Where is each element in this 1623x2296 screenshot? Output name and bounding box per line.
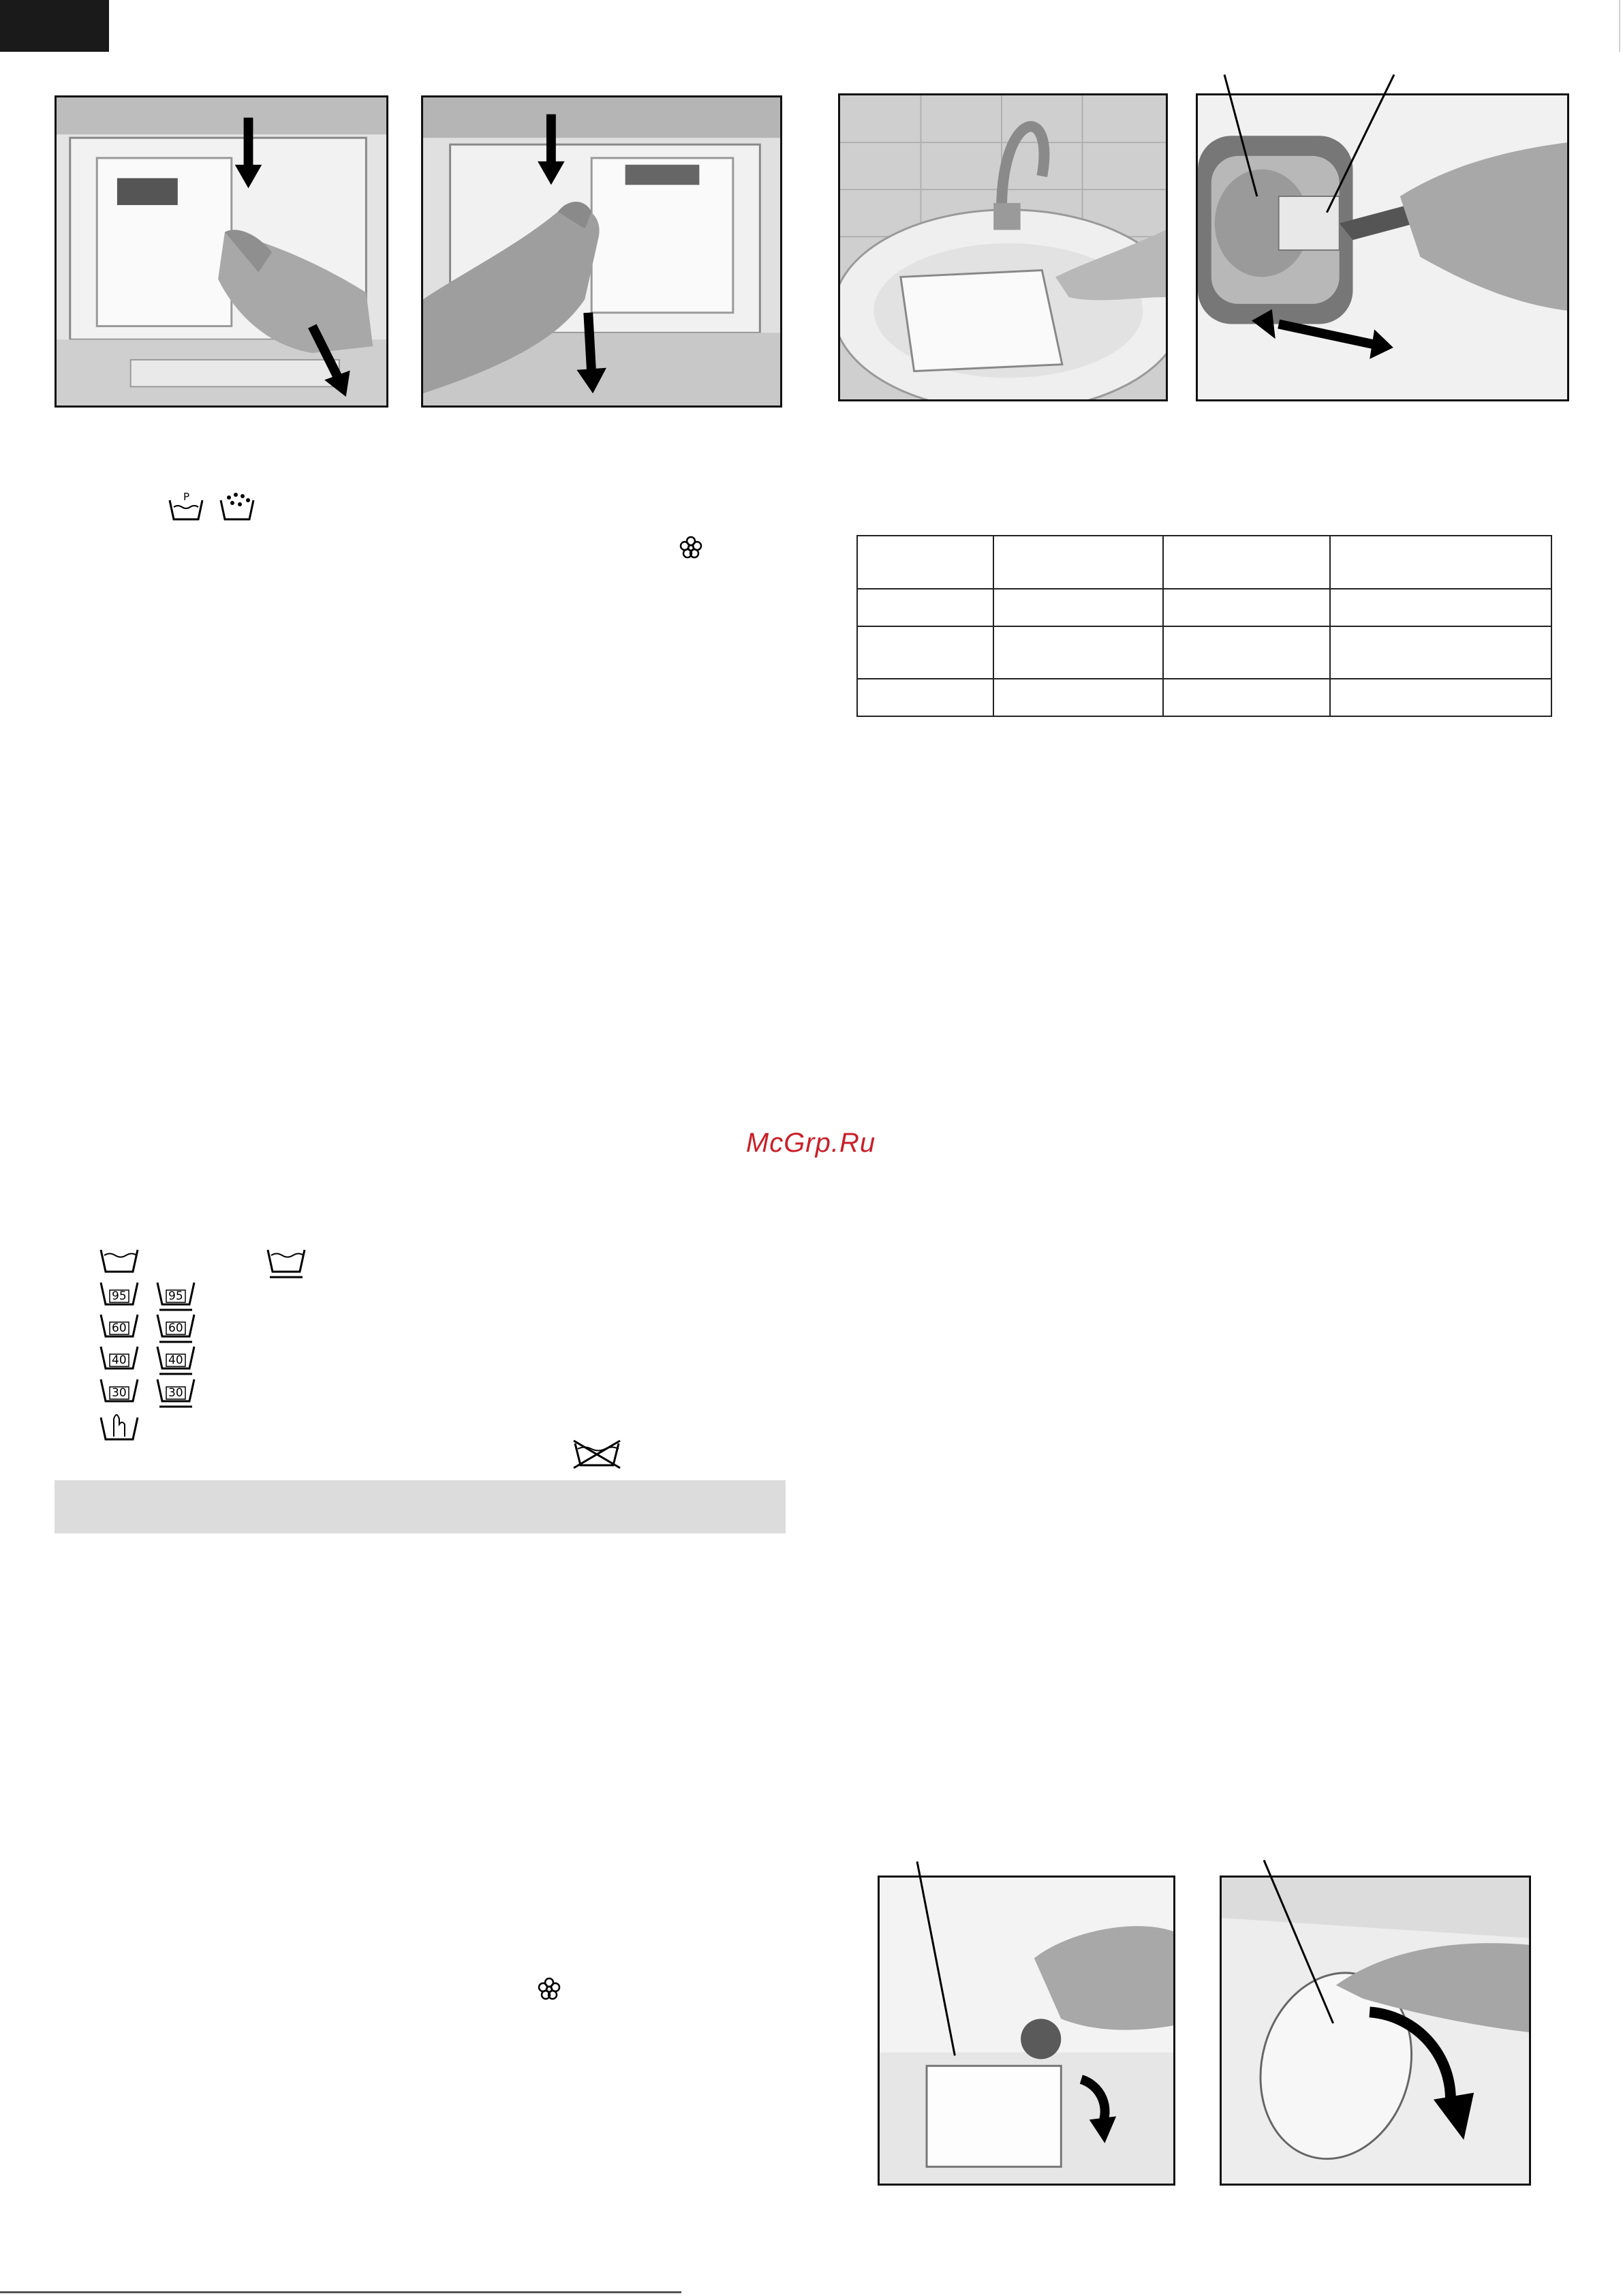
svg-text:40: 40 xyxy=(112,1353,127,1367)
wash-30-icon xyxy=(99,1377,140,1404)
wash-40-gentle-icon xyxy=(155,1344,196,1377)
drawer-removal-photo-1 xyxy=(55,95,388,408)
do-not-wash-icon xyxy=(571,1438,623,1469)
svg-text:95: 95 xyxy=(168,1289,183,1303)
powder-detergent-icon xyxy=(218,491,256,522)
wash-60-icon xyxy=(99,1312,140,1339)
svg-text:40: 40 xyxy=(168,1353,183,1367)
svg-text:95: 95 xyxy=(112,1289,127,1303)
pump-cover-photo-2 xyxy=(1220,1876,1531,2186)
page-corner-tab xyxy=(0,0,109,52)
prewash-icon xyxy=(167,491,205,522)
svg-text:60: 60 xyxy=(168,1321,183,1335)
wash-tub-icon xyxy=(99,1247,140,1274)
flower-icon xyxy=(679,535,703,560)
margin-rule xyxy=(1619,0,1620,52)
svg-text:P: P xyxy=(183,491,190,503)
svg-text:30: 30 xyxy=(112,1386,127,1400)
hand-wash-icon xyxy=(99,1409,140,1442)
wash-40-icon xyxy=(99,1344,140,1371)
pump-cover-photo-1 xyxy=(878,1876,1175,2186)
wash-95-icon xyxy=(99,1280,140,1307)
svg-text:30: 30 xyxy=(168,1386,183,1400)
drawer-removal-photo-2 xyxy=(421,95,782,408)
watermark: McGrp.Ru xyxy=(745,1128,876,1158)
section-band xyxy=(55,1480,786,1533)
wash-60-gentle-icon xyxy=(155,1312,196,1345)
flower-icon xyxy=(537,1976,561,2001)
inlet-filter-photo xyxy=(1196,93,1569,401)
data-table xyxy=(856,535,1552,717)
wash-tub-gentle-icon xyxy=(266,1247,307,1280)
wash-95-gentle-icon xyxy=(155,1280,196,1313)
svg-text:60: 60 xyxy=(112,1321,127,1335)
footer-rule xyxy=(0,2291,681,2293)
wash-30-gentle-icon xyxy=(155,1377,196,1409)
drawer-cleaning-photo xyxy=(838,93,1168,401)
